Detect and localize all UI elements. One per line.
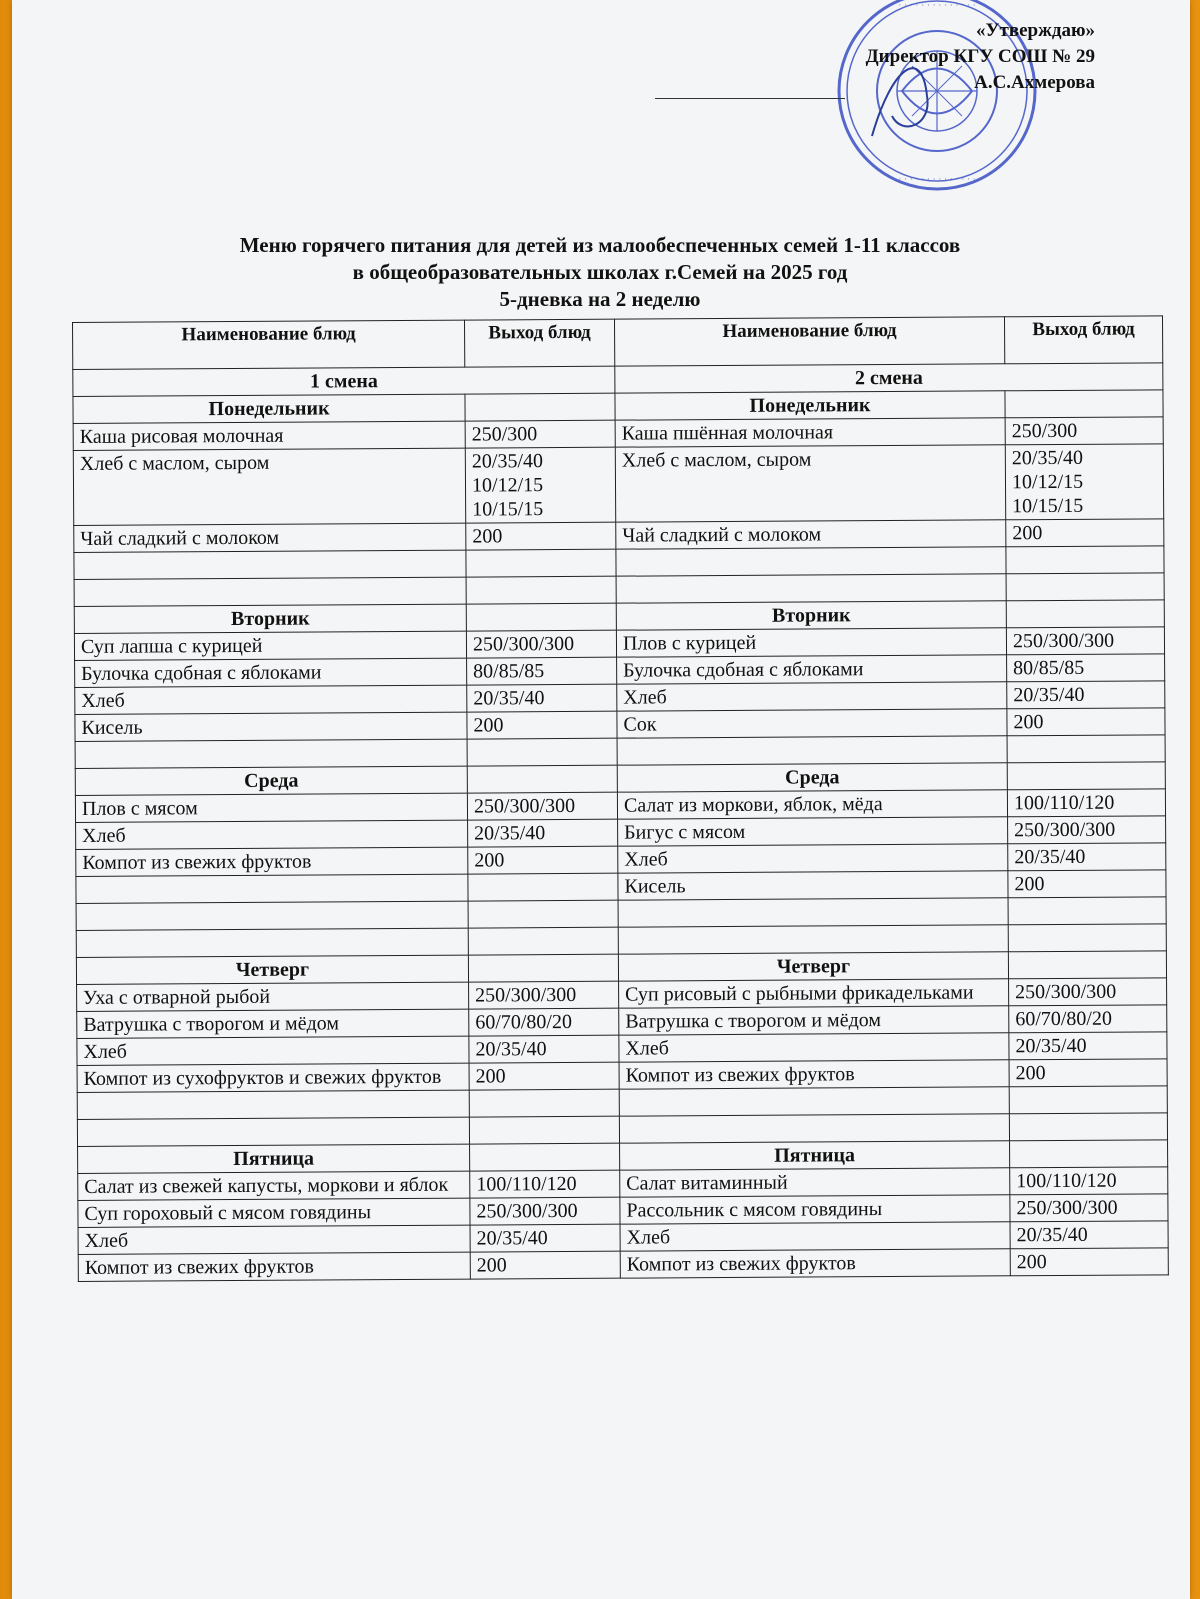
yield-shift-1: 100/110/120 xyxy=(470,1170,620,1198)
empty-cell xyxy=(469,1116,619,1144)
menu-table xyxy=(72,315,1169,1282)
dish-shift-2: Хлеб xyxy=(617,682,1007,711)
dish-shift-2: Рассольник с мясом говядины xyxy=(620,1195,1010,1224)
dish-shift-2: Салат витаминный xyxy=(620,1168,1010,1197)
empty-cell xyxy=(76,901,468,930)
yield-shift-2: 100/110/120 xyxy=(1010,1167,1168,1195)
table-header-row xyxy=(73,316,1163,370)
header-yield-2: Выход блюд xyxy=(1004,316,1162,364)
dish-shift-1: Кисель xyxy=(75,712,467,741)
dish-shift-1: Суп лапша с курицей xyxy=(74,631,466,660)
yield-shift-1: 20/35/40 xyxy=(470,1224,620,1252)
yield-shift-2: 200 xyxy=(1007,708,1165,736)
empty-cell xyxy=(618,925,1008,954)
yield-shift-1: 60/70/80/20 xyxy=(469,1008,619,1036)
empty-cell xyxy=(75,739,467,768)
yield-shift-2: 250/300/300 xyxy=(1006,627,1164,655)
dish-shift-2: Булочка сдобная с яблоками xyxy=(617,655,1007,684)
yield-shift-1: 200 xyxy=(469,1062,619,1090)
yield-shift-2: 250/300/300 xyxy=(1009,978,1167,1006)
day-name-shift-2: Четверг xyxy=(618,952,1008,981)
yield-shift-1: 200 xyxy=(468,846,618,874)
day-name-shift-1: Понедельник xyxy=(73,394,465,423)
dish-shift-1: Компот из свежих фруктов xyxy=(78,1252,470,1281)
yield-shift-1: 200 xyxy=(467,711,617,739)
dish-shift-1 xyxy=(76,874,468,903)
approval-block xyxy=(755,18,1095,96)
table-row xyxy=(73,444,1163,526)
yield-shift-2: 100/110/120 xyxy=(1007,789,1165,817)
yield-shift-1: 250/300/300 xyxy=(470,1197,620,1225)
yield-shift-1: 250/300 xyxy=(465,420,615,448)
approval-line3: А.С.Ахмерова xyxy=(974,72,1095,93)
dish-shift-1: Ватрушка с творогом и мёдом xyxy=(77,1009,469,1038)
yield-shift-2: 200 xyxy=(1010,1248,1168,1276)
yield-shift-2: 200 xyxy=(1009,1059,1167,1087)
dish-shift-1: Хлеб xyxy=(76,820,468,849)
title-line3: 5-дневка на 2 неделю xyxy=(499,287,701,311)
empty-cell xyxy=(1006,600,1164,628)
dish-shift-1: Компот из сухофруктов и свежих фруктов xyxy=(77,1063,469,1092)
day-name-shift-1: Вторник xyxy=(74,604,466,633)
empty-cell xyxy=(467,738,617,766)
dish-shift-2: Салат из моркови, яблок, мёда xyxy=(617,790,1007,819)
yield-shift-1: 80/85/85 xyxy=(467,657,617,685)
empty-cell xyxy=(1006,573,1164,601)
dish-shift-1: Плов с мясом xyxy=(75,793,467,822)
svg-text:· · · · · · · · · · · · · ·: · · · · · · · · · · · · · · xyxy=(898,1,976,11)
empty-cell xyxy=(74,577,466,606)
day-name-shift-2: Среда xyxy=(617,763,1007,792)
yield-shift-1: 250/300/300 xyxy=(467,792,617,820)
yield-shift-2: 20/35/40 xyxy=(1010,1221,1168,1249)
empty-cell xyxy=(470,1143,620,1171)
empty-cell xyxy=(1006,546,1164,574)
empty-cell xyxy=(467,765,617,793)
day-name-shift-1: Четверг xyxy=(76,955,468,984)
empty-cell xyxy=(468,927,618,955)
empty-cell xyxy=(77,1090,469,1119)
dish-shift-1: Уха с отварной рыбой xyxy=(77,982,469,1011)
empty-cell xyxy=(618,898,1008,927)
yield-shift-1: 20/35/40 xyxy=(468,819,618,847)
yield-shift-2: 200 xyxy=(1006,519,1164,547)
dish-shift-2: Компот из свежих фруктов xyxy=(619,1060,1009,1089)
dish-shift-2: Каша пшённая молочная xyxy=(615,418,1005,447)
dish-shift-2: Хлеб с маслом, сыром xyxy=(615,445,1005,522)
document-title xyxy=(120,232,1080,313)
shift-2-label: 2 смена xyxy=(615,363,1163,393)
day-name-shift-1: Пятница xyxy=(78,1144,470,1173)
yield-shift-2: 20/35/40 xyxy=(1007,681,1165,709)
yield-shift-1: 250/300/300 xyxy=(466,630,616,658)
header-dish-1: Наименование блюд xyxy=(73,320,465,369)
dish-shift-2: Хлеб xyxy=(619,1033,1009,1062)
yield-shift-2: 250/300/300 xyxy=(1010,1194,1168,1222)
yield-shift-1: 250/300/300 xyxy=(469,981,619,1009)
dish-shift-1: Чай сладкий с молоком xyxy=(74,523,466,552)
yield-shift-2: 20/35/40 10/12/15 10/15/15 xyxy=(1005,444,1163,520)
empty-cell xyxy=(1008,897,1166,925)
title-line1: Меню горячего питания для детей из малообеспеченных семей 1-11 классов xyxy=(239,233,961,257)
empty-cell xyxy=(616,574,1006,603)
dish-shift-1: Хлеб xyxy=(75,685,467,714)
empty-cell xyxy=(466,603,616,631)
empty-cell xyxy=(465,393,615,421)
yield-shift-2: 80/85/85 xyxy=(1007,654,1165,682)
header-dish-2: Наименование блюд xyxy=(614,317,1004,366)
dish-shift-2: Кисель xyxy=(618,871,1008,900)
dish-shift-1: Салат из свежей капусты, моркови и яблок xyxy=(78,1171,470,1200)
yield-shift-1: 200 xyxy=(466,522,616,550)
dish-shift-2: Ватрушка с творогом и мёдом xyxy=(619,1006,1009,1035)
empty-cell xyxy=(1007,762,1165,790)
day-name-shift-1: Среда xyxy=(75,766,467,795)
dish-shift-2: Компот из свежих фруктов xyxy=(620,1249,1010,1278)
yield-shift-1 xyxy=(468,873,618,901)
dish-shift-2: Плов с курицей xyxy=(616,628,1006,657)
empty-cell xyxy=(466,549,616,577)
dish-shift-2: Хлеб xyxy=(618,844,1008,873)
signature-line xyxy=(655,98,845,99)
empty-cell xyxy=(619,1087,1009,1116)
empty-cell xyxy=(468,954,618,982)
empty-cell xyxy=(466,576,616,604)
empty-cell xyxy=(469,1089,619,1117)
empty-cell xyxy=(1008,924,1166,952)
empty-cell xyxy=(1010,1140,1168,1168)
yield-shift-1: 20/35/40 xyxy=(467,684,617,712)
empty-cell xyxy=(77,1117,469,1146)
empty-cell xyxy=(1009,1086,1167,1114)
empty-cell xyxy=(616,547,1006,576)
dish-shift-1: Компот из свежих фруктов xyxy=(76,847,468,876)
empty-cell xyxy=(468,900,618,928)
empty-cell xyxy=(1007,735,1165,763)
dish-shift-1: Хлеб xyxy=(77,1036,469,1065)
day-name-shift-2: Пятница xyxy=(620,1141,1010,1170)
dish-shift-2: Сок xyxy=(617,709,1007,738)
yield-shift-2: 20/35/40 xyxy=(1008,843,1166,871)
approval-line1: «Утверждаю» xyxy=(976,20,1095,41)
svg-text:· · · · · · · · · · · · · ·: · · · · · · · · · · · · · · xyxy=(898,175,976,185)
dish-shift-2: Бигус с мясом xyxy=(618,817,1008,846)
yield-shift-2: 60/70/80/20 xyxy=(1009,1005,1167,1033)
empty-cell xyxy=(1008,951,1166,979)
dish-shift-2: Суп рисовый с рыбными фрикадельками xyxy=(619,979,1009,1008)
title-line2: в общеобразовательных школах г.Семей на 2025 год xyxy=(352,260,848,284)
dish-shift-1: Каша рисовая молочная xyxy=(73,421,465,450)
dish-shift-2: Хлеб xyxy=(620,1222,1010,1251)
yield-shift-2: 20/35/40 xyxy=(1009,1032,1167,1060)
shift-1-label: 1 смена xyxy=(73,366,615,396)
dish-shift-2: Чай сладкий с молоком xyxy=(616,520,1006,549)
day-name-shift-2: Понедельник xyxy=(615,391,1005,420)
yield-shift-2: 200 xyxy=(1008,870,1166,898)
empty-cell xyxy=(76,928,468,957)
dish-shift-1: Хлеб xyxy=(78,1225,470,1254)
header-yield-1: Выход блюд xyxy=(464,319,614,367)
yield-shift-1: 20/35/40 xyxy=(469,1035,619,1063)
empty-cell xyxy=(1009,1113,1167,1141)
day-name-shift-2: Вторник xyxy=(616,601,1006,630)
dish-shift-1: Хлеб с маслом, сыром xyxy=(73,448,465,525)
empty-cell xyxy=(619,1114,1009,1143)
empty-cell xyxy=(617,736,1007,765)
approval-line2: Директор КГУ СОШ № 29 xyxy=(865,46,1095,67)
empty-cell xyxy=(74,550,466,579)
yield-shift-1: 200 xyxy=(470,1251,620,1279)
yield-shift-2: 250/300 xyxy=(1005,417,1163,445)
yield-shift-2: 250/300/300 xyxy=(1008,816,1166,844)
dish-shift-1: Булочка сдобная с яблоками xyxy=(75,658,467,687)
dish-shift-1: Суп гороховый с мясом говядины xyxy=(78,1198,470,1227)
yield-shift-1: 20/35/40 10/12/15 10/15/15 xyxy=(465,447,615,523)
empty-cell xyxy=(1005,390,1163,418)
